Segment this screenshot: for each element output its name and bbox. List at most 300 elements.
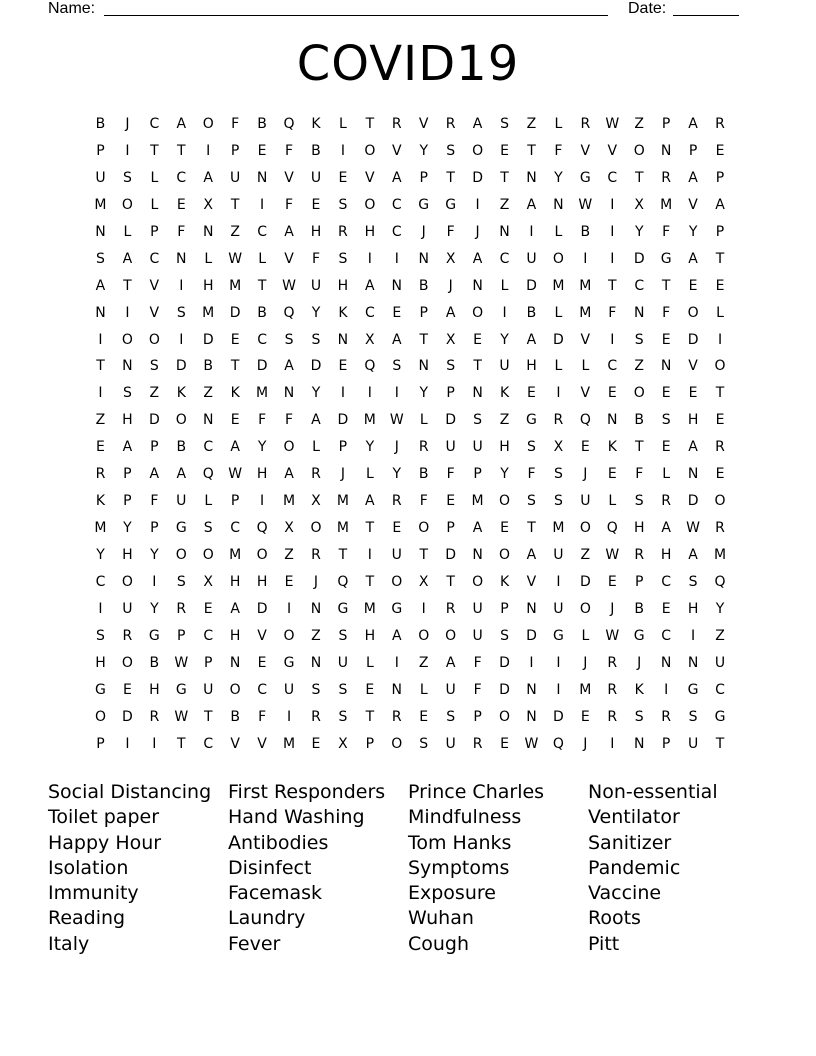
grid-letter: D [633, 250, 645, 267]
grid-letter: U [310, 277, 322, 294]
grid-letter: C [149, 116, 160, 132]
grid-letter: I [367, 250, 372, 267]
grid-letter: V [580, 331, 591, 348]
grid-letter: X [311, 493, 321, 510]
grid-letter: E [392, 304, 402, 321]
grid-letter: E [688, 385, 698, 402]
grid-letter: S [500, 116, 509, 132]
grid-letter: O [256, 547, 268, 563]
grid-letter: B [257, 304, 267, 321]
grid-letter: V [526, 573, 537, 590]
grid-letter: O [391, 735, 403, 752]
grid-letter: N [418, 250, 429, 267]
grid-letter: Q [579, 412, 591, 429]
grid-letter: B [311, 142, 321, 159]
word-list-item: Antibodies [228, 831, 329, 854]
grid-letter: D [122, 708, 133, 725]
grid-letter: O [121, 654, 133, 671]
grid-letter: R [607, 654, 618, 671]
grid-letter: V [418, 116, 429, 132]
grid-letter: I [556, 654, 561, 671]
grid-letter: H [660, 547, 672, 563]
grid-letter: U [553, 547, 564, 563]
grid-letter: C [391, 196, 402, 213]
grid-letter: D [202, 331, 214, 348]
grid-letter: E [338, 358, 348, 375]
grid-letter: I [691, 627, 696, 644]
grid-letter: T [446, 573, 455, 590]
grid-letter: D [256, 600, 268, 617]
grid-letter: L [554, 358, 563, 375]
grid-letter: Z [311, 627, 321, 644]
grid-letter: E [96, 439, 105, 456]
grid-letter: O [445, 627, 457, 644]
grid-letter: N [499, 223, 510, 240]
grid-letter: Q [606, 520, 618, 537]
grid-letter: W [174, 708, 189, 725]
grid-letter: F [177, 223, 186, 240]
grid-letter: J [340, 466, 345, 483]
grid-letter: I [610, 735, 615, 752]
grid-letter: O [175, 412, 187, 429]
grid-letter: A [230, 600, 240, 617]
grid-letter: V [149, 304, 160, 321]
grid-letter: R [418, 439, 429, 456]
grid-letter: N [660, 654, 672, 671]
grid-letter: D [526, 627, 537, 644]
grid-letter: R [607, 708, 618, 725]
grid-letter: Z [149, 385, 160, 402]
grid-letter: O [283, 439, 295, 456]
grid-letter: N [553, 196, 564, 213]
word-list-item: Pandemic [588, 856, 681, 879]
grid-letter: A [391, 627, 402, 644]
grid-letter: E [446, 493, 456, 510]
grid-letter: L [716, 304, 724, 321]
grid-letter: X [284, 520, 294, 537]
grid-letter: A [391, 169, 402, 186]
grid-letter: A [365, 493, 375, 510]
grid-letter: W [282, 277, 296, 294]
word-list [48, 780, 768, 957]
grid-letter: L [419, 412, 428, 429]
grid-letter: W [605, 627, 620, 644]
grid-letter: C [176, 169, 187, 186]
grid-letter: N [202, 223, 214, 240]
grid-letter: N [391, 681, 403, 698]
grid-letter: Q [256, 520, 268, 537]
word-list-item: Cough [408, 932, 470, 955]
word-list-item: Social Distancing [48, 781, 212, 803]
grid-letter: R [311, 708, 321, 725]
grid-letter: U [391, 547, 402, 563]
grid-letter: H [122, 547, 133, 563]
grid-letter: O [499, 493, 511, 510]
grid-letter: Y [688, 223, 698, 240]
grid-letter: L [312, 439, 320, 456]
grid-letter: V [688, 196, 698, 213]
grid-letter: U [687, 735, 699, 752]
grid-letter: L [365, 654, 374, 671]
grid-letter: U [310, 169, 322, 186]
grid-letter: F [150, 493, 159, 510]
grid-letter: B [95, 116, 106, 132]
grid-letter: I [152, 573, 157, 590]
grid-letter: A [472, 520, 483, 537]
grid-letter: M [579, 277, 592, 294]
grid-letter: H [364, 627, 376, 644]
grid-letter: P [96, 735, 105, 752]
grid-letter: G [391, 600, 403, 617]
grid-letter: A [526, 196, 537, 213]
grid-letter: H [633, 520, 645, 537]
grid-letter: I [206, 142, 211, 159]
word-list-item: Vaccine [588, 882, 662, 905]
grid-letter: O [364, 142, 376, 159]
grid-letter: M [336, 493, 349, 510]
grid-letter: Z [526, 116, 537, 132]
grid-letter: A [715, 196, 725, 213]
grid-letter: O [94, 708, 106, 725]
grid-letter: N [202, 412, 214, 429]
grid-letter: Y [500, 331, 509, 348]
grid-letter: S [338, 708, 348, 725]
word-list-item: First Responders [228, 781, 386, 803]
grid-letter: B [418, 466, 429, 483]
grid-letter: D [499, 654, 510, 671]
grid-letter: S [634, 708, 644, 725]
grid-letter: E [473, 331, 483, 348]
grid-letter: Y [123, 520, 132, 537]
grid-letter: F [527, 466, 536, 483]
grid-letter: F [285, 196, 294, 213]
grid-letter: R [661, 493, 672, 510]
grid-letter: Y [554, 169, 563, 186]
date-field-line[interactable] [673, 15, 739, 16]
grid-letter: E [607, 385, 617, 402]
word-list-item: Happy Hour [48, 831, 162, 854]
grid-letter: T [419, 547, 428, 563]
grid-letter: O [121, 331, 133, 348]
grid-letter: E [500, 142, 509, 159]
grid-letter: D [553, 331, 564, 348]
grid-letter: Z [95, 412, 106, 429]
grid-letter: R [715, 439, 725, 456]
grid-letter: C [607, 169, 618, 186]
grid-letter: J [421, 223, 426, 240]
grid-letter: K [176, 385, 186, 402]
grid-letter: M [202, 304, 215, 321]
grid-letter: X [418, 573, 429, 590]
word-list-item: Exposure [408, 882, 496, 905]
grid-letter: E [715, 412, 725, 429]
grid-letter: M [579, 304, 592, 321]
word-list-item: Immunity [48, 882, 139, 905]
grid-letter: L [204, 250, 213, 267]
grid-letter: Y [634, 223, 644, 240]
grid-letter: K [634, 681, 644, 698]
grid-letter: A [688, 547, 698, 563]
grid-letter: B [149, 654, 160, 671]
grid-letter: T [96, 358, 105, 375]
grid-letter: P [715, 223, 725, 240]
grid-letter: U [445, 735, 456, 752]
grid-letter: I [125, 735, 130, 752]
grid-letter: R [338, 223, 348, 240]
grid-letter: Y [715, 600, 725, 617]
grid-letter: H [526, 358, 537, 375]
grid-letter: U [95, 169, 106, 186]
grid-letter: T [715, 250, 725, 267]
grid-letter: L [554, 223, 563, 240]
grid-letter: B [176, 439, 187, 456]
grid-letter: I [179, 331, 184, 348]
grid-letter: R [391, 116, 402, 132]
grid-letter: L [554, 116, 563, 132]
grid-letter: T [177, 735, 186, 752]
grid-letter: E [230, 331, 240, 348]
letter-grid [87, 115, 734, 762]
grid-letter: P [688, 142, 698, 159]
grid-letter: R [445, 600, 456, 617]
grid-letter: I [260, 493, 265, 510]
grid-letter: E [284, 573, 294, 590]
grid-letter: H [337, 277, 349, 294]
word-list-item: Wuhan [408, 907, 474, 930]
grid-letter: A [688, 116, 698, 132]
grid-letter: O [714, 493, 726, 510]
grid-letter: S [446, 358, 456, 375]
grid-letter: F [554, 142, 563, 159]
grid-letter: N [229, 654, 241, 671]
grid-letter: S [392, 358, 402, 375]
grid-letter: T [123, 277, 132, 294]
grid-letter: G [660, 250, 672, 267]
name-field-line[interactable] [104, 15, 608, 16]
grid-letter: R [661, 169, 672, 186]
grid-letter: S [634, 493, 644, 510]
grid-letter: N [95, 304, 106, 321]
grid-letter: L [365, 466, 374, 483]
grid-letter: W [174, 654, 189, 671]
grid-letter: A [122, 250, 133, 267]
grid-letter: D [148, 412, 160, 429]
grid-letter: D [553, 708, 564, 725]
grid-letter: R [634, 547, 645, 563]
grid-letter: M [229, 547, 242, 563]
grid-letter: Q [364, 358, 376, 375]
grid-letter: X [445, 331, 456, 348]
word-list-item: Italy [48, 932, 90, 955]
grid-letter: P [661, 735, 671, 752]
grid-letter: Y [257, 439, 267, 456]
grid-letter: Y [419, 142, 428, 159]
grid-letter: E [661, 385, 671, 402]
grid-letter: B [203, 358, 214, 375]
grid-letter: L [608, 493, 617, 510]
grid-letter: S [338, 627, 348, 644]
grid-letter: T [230, 358, 240, 375]
grid-letter: R [311, 547, 321, 563]
grid-letter: R [445, 116, 456, 132]
grid-letter: U [445, 439, 456, 456]
grid-letter: O [202, 116, 214, 132]
grid-letter: S [176, 304, 186, 321]
grid-letter: O [391, 573, 403, 590]
grid-letter: O [283, 627, 295, 644]
grid-letter: I [556, 681, 561, 698]
grid-letter: C [95, 573, 106, 590]
grid-letter: P [634, 573, 644, 590]
grid-letter: H [95, 654, 106, 671]
grid-letter: E [500, 735, 509, 752]
grid-letter: Q [337, 573, 349, 590]
grid-letter: R [311, 466, 321, 483]
grid-letter: Z [499, 412, 510, 429]
word-list-item: Pitt [588, 932, 620, 955]
grid-letter: T [150, 142, 159, 159]
grid-letter: H [149, 681, 160, 698]
grid-letter: D [229, 304, 241, 321]
grid-letter: P [473, 466, 482, 483]
grid-letter: N [660, 358, 672, 375]
grid-letter: O [229, 681, 241, 698]
grid-letter: N [310, 654, 322, 671]
grid-letter: K [338, 304, 348, 321]
grid-letter: T [365, 520, 375, 537]
grid-letter: R [391, 708, 402, 725]
grid-letter: Z [230, 223, 240, 240]
grid-letter: V [149, 277, 160, 294]
grid-letter: U [553, 600, 564, 617]
grid-letter: A [365, 277, 375, 294]
grid-letter: O [579, 520, 591, 537]
grid-letter: T [446, 169, 455, 186]
grid-letter: V [580, 142, 591, 159]
grid-letter: R [580, 116, 591, 132]
grid-letter: U [526, 250, 537, 267]
grid-letter: I [286, 708, 292, 725]
grid-letter: M [336, 520, 349, 537]
grid-letter: S [688, 573, 698, 590]
grid-letter: N [687, 654, 699, 671]
grid-letter: H [256, 573, 268, 590]
grid-letter: A [688, 169, 698, 186]
grid-letter: F [231, 116, 240, 132]
grid-letter: P [500, 600, 509, 617]
grid-letter: O [552, 250, 564, 267]
grid-letter: F [446, 466, 455, 483]
grid-letter: J [313, 573, 319, 590]
grid-letter: A [472, 116, 483, 132]
grid-letter: Y [365, 439, 375, 456]
grid-letter: S [176, 573, 186, 590]
grid-letter: D [499, 681, 510, 698]
grid-letter: S [446, 142, 456, 159]
grid-letter: U [472, 439, 483, 456]
grid-letter: W [686, 520, 701, 537]
grid-letter: C [203, 627, 214, 644]
grid-letter: T [715, 385, 725, 402]
grid-letter: M [363, 412, 376, 429]
grid-letter: S [122, 385, 132, 402]
word-list-item: Fever [228, 932, 281, 955]
grid-letter: H [687, 600, 699, 617]
grid-letter: T [203, 708, 213, 725]
grid-letter: H [310, 223, 322, 240]
grid-letter: K [230, 385, 240, 402]
grid-letter: E [257, 142, 267, 159]
grid-letter: D [445, 547, 457, 563]
grid-letter: G [445, 196, 457, 213]
grid-letter: G [579, 169, 591, 186]
grid-letter: F [285, 142, 294, 159]
grid-letter: A [176, 116, 187, 132]
word-list-item: Tom Hanks [408, 831, 512, 854]
grid-letter: H [229, 627, 241, 644]
grid-letter: Q [714, 573, 726, 590]
grid-letter: N [687, 466, 699, 483]
grid-letter: I [556, 385, 561, 402]
grid-letter: T [177, 142, 186, 159]
grid-letter: F [635, 466, 644, 483]
grid-letter: B [634, 600, 645, 617]
word-list-item: Isolation [48, 856, 129, 879]
grid-letter: B [634, 412, 645, 429]
grid-letter: A [284, 223, 294, 240]
grid-letter: D [579, 573, 591, 590]
grid-letter: S [473, 412, 483, 429]
grid-letter: N [391, 277, 403, 294]
grid-letter: E [580, 708, 590, 725]
word-list-item: Toilet paper [48, 806, 160, 829]
grid-letter: B [230, 708, 240, 725]
grid-letter: Y [419, 385, 428, 402]
grid-letter: U [283, 681, 295, 698]
grid-letter: E [607, 573, 617, 590]
grid-letter: O [310, 520, 322, 537]
grid-letter: L [662, 466, 671, 483]
grid-letter: N [633, 735, 645, 752]
grid-letter: O [121, 196, 133, 213]
grid-letter: W [228, 466, 243, 483]
grid-letter: M [471, 493, 484, 510]
grid-letter: U [230, 169, 241, 186]
grid-letter: S [311, 331, 321, 348]
grid-letter: M [552, 277, 565, 294]
grid-letter: R [149, 708, 160, 725]
page-title: COVID19 [296, 36, 520, 92]
grid-letter: P [123, 493, 132, 510]
grid-letter: V [365, 169, 375, 186]
grid-letter: R [607, 681, 618, 698]
grid-letter: P [150, 439, 159, 456]
word-list-item: Laundry [228, 907, 306, 930]
grid-letter: M [579, 681, 592, 698]
grid-letter: I [286, 600, 292, 617]
grid-letter: I [421, 600, 426, 617]
grid-letter: Z [418, 654, 429, 671]
grid-letter: W [605, 547, 620, 563]
grid-letter: V [391, 142, 402, 159]
grid-letter: S [553, 466, 563, 483]
grid-letter: R [122, 627, 133, 644]
grid-letter: F [662, 223, 671, 240]
grid-letter: N [176, 250, 187, 267]
grid-letter: N [472, 385, 483, 402]
grid-letter: S [553, 493, 563, 510]
grid-letter: M [552, 520, 565, 537]
